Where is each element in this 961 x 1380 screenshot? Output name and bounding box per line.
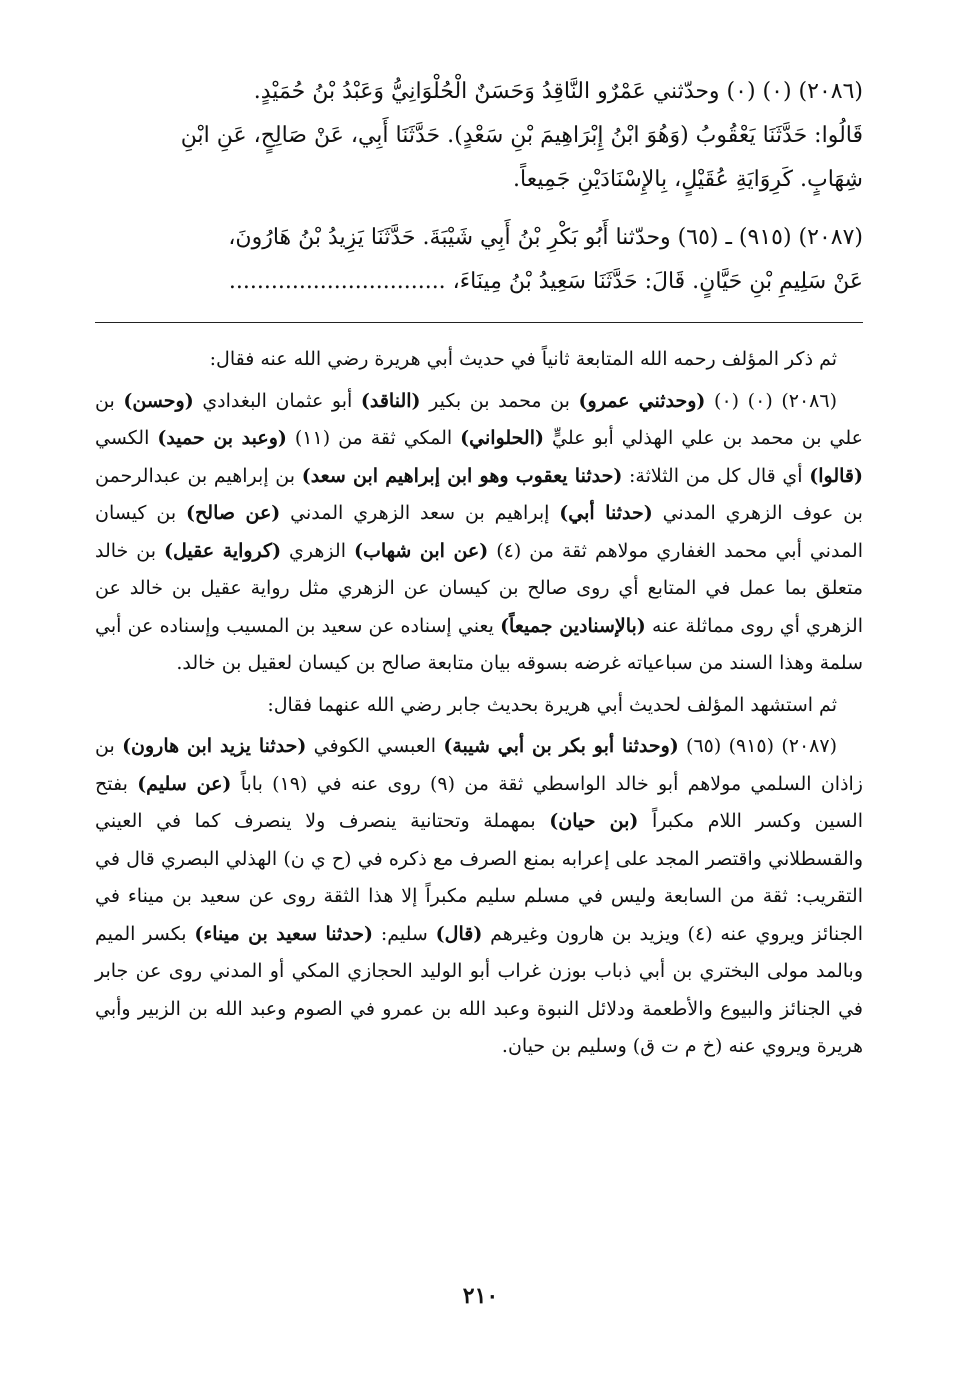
commentary-text: بمهملة وتحتانية ينصرف ولا ينصرف كما في العيني والقسطلاني واقتصر المجد على إعرابه بمنع الصرف مع ذكره في (ح ي ن) الهذلي البصري قال في التقريب: ثقة من السابعة وليس في مسلم سليم مكبراً إلا هذا الثقة روى عن سعيد بن ميناء في الجنائز ويروي عنه (٤) ويزيد بن هارون وغيرهم bbox=[95, 810, 863, 945]
commentary-text: أي قال كل من الثلاثة: bbox=[622, 464, 810, 487]
commentary-paragraph-2086 bbox=[95, 383, 863, 683]
commentary-text: المكي ثقة من (١١) bbox=[286, 427, 461, 449]
bold-citation: (قال) bbox=[435, 922, 483, 945]
bold-citation: (وحسن) bbox=[123, 389, 194, 412]
bold-citation: (حدثنا يزيد ابن هارون) bbox=[122, 735, 307, 757]
bold-citation: (حدثنا يعقوب وهو ابن إبراهيم ابن سعد) bbox=[301, 464, 623, 487]
hadith-2087 bbox=[95, 216, 863, 304]
page-number: ٢١٠ bbox=[462, 1283, 499, 1309]
commentary-text: بن خالد متعلق بما عمل في المتابع أي روى صالح بن كيسان عن الزهري مثل رواية عقيل بن خالد عن الزهري أي روى مماثلة عنه bbox=[95, 539, 863, 637]
commentary-text: أبو عثمان البغدادي bbox=[193, 389, 361, 412]
commentary-intro: ثم ذكر المؤلف رحمه الله المتابعة ثانياً في حديث أبي هريرة رضي الله عنه فقال: bbox=[209, 348, 837, 370]
book-page bbox=[95, 70, 863, 1070]
commentary-text: بكسر الميم وبالمد مولى البختري بن أبي ذباب بوزن غراب أبو الوليد الحجازي المكي أو المدني روى عن جابر في الجنائز والبيوع والأطعمة ودلائل النبوة وعبد الله بن عمرو في الصوم وعبد الله بن الزبير وأبي هريرة ويروي عنه (خ م ت ق) وسليم بن حيان. bbox=[95, 922, 863, 1057]
bold-citation: (بالإسنادين جميعاً) bbox=[500, 614, 646, 637]
hadith-text bbox=[95, 70, 863, 304]
commentary-text: بن إبراهيم بن عبدالرحمن بن عوف الزهري المدني bbox=[95, 464, 863, 524]
commentary-text: (٢٠٨٦) (٠) (٠) bbox=[705, 389, 837, 412]
commentary bbox=[95, 341, 863, 1066]
commentary-text: يعني إسناده عن سعيد بن المسيب وإسناده عن أبي سلمة وهذا السند من سباعياته غرضه بسوقه بيان متابعة صالح بن كيسان لعقيل بن خالد. bbox=[95, 614, 863, 674]
bold-citation: (قالوا) bbox=[809, 464, 863, 487]
bold-citation: (وحدثنا أبو بكر بن أبي شيبة) bbox=[443, 735, 679, 757]
commentary-text: بفتح السين وكسر اللام مكبراً bbox=[95, 772, 863, 832]
hadith-line: (٢٠٨٦) (٠) (٠) وحدّثني عَمْرٌو النَّاقِدُ وَحَسَنٌ الْحُلْوَانِيُّ وَعَبْدُ بْنُ حُمَيْدٍ. bbox=[253, 79, 863, 104]
bold-citation: (وعبد بن حميد) bbox=[157, 427, 287, 449]
commentary-text: سليم: bbox=[372, 922, 436, 945]
hadith-line: (٢٠٨٧) (٩١٥) ـ (٦٥) وحدّثنا أَبُو بَكْرِ بْنُ أَبِي شَيْبَةَ. حَدَّثَنَا يَزِيدُ بْنُ هَارُونَ، bbox=[228, 225, 863, 250]
section-divider bbox=[95, 322, 863, 323]
commentary-text: بن علي بن محمد بن علي الهذلي أبو عليٍّ bbox=[95, 389, 864, 449]
commentary-text: (٢٠٨٧) (٩١٥) (٦٥) bbox=[678, 735, 838, 757]
bold-citation: (عن ابن شهاب) bbox=[353, 539, 489, 562]
bold-citation: (عن صالح) bbox=[186, 502, 281, 524]
commentary-text: بن محمد بن بكير bbox=[420, 389, 579, 412]
bold-citation: (حدثنا سعيد بن ميناء) bbox=[194, 922, 373, 945]
commentary-paragraph-2087 bbox=[95, 728, 863, 1066]
commentary-text: العبسي الكوفي bbox=[306, 735, 444, 757]
bold-citation: (بن حيان) bbox=[549, 810, 639, 832]
commentary-text: بن زاذان السلمي مولاهم أبو خالد الواسطي ثقة من (٩) روى عنه في (١٩) باباً bbox=[95, 735, 863, 795]
commentary-intro: ثم استشهد المؤلف لحديث أبي هريرة بحديث جابر رضي الله عنهما فقال: bbox=[267, 693, 837, 716]
hadith-line: قَالُوا: حَدَّثَنَا يَعْقُوبُ (وَهُوَ ابْنُ إِبْرَاهِيمَ بْنِ سَعْدٍ). حَدَّثَنَا أَبِي، عَنْ صَالِحٍ، عَنِ ابْنِ bbox=[180, 123, 863, 148]
bold-citation: (وحدثني عمرو) bbox=[578, 389, 706, 412]
hadith-line: شِهَابٍ. كَرِوَايَةِ عُقَيْلٍ، بِالإِسْنَادَيْنِ جَمِيعاً. bbox=[513, 167, 863, 192]
hadith-line: عَنْ سَلِيمِ بْنِ حَيَّانٍ. قَالَ: حَدَّثَنَا سَعِيدُ بْنُ مِينَاءَ، ............................... bbox=[228, 269, 863, 294]
commentary-text: بن كيسان المدني أبي محمد الغفاري مولاهم ثقة من (٤) bbox=[95, 502, 863, 562]
commentary-text: الكسي bbox=[95, 427, 158, 449]
bold-citation: (الناقد) bbox=[360, 389, 421, 412]
bold-citation: (كرواية عقيل) bbox=[164, 539, 282, 562]
commentary-text: إبراهيم بن سعد الزهري المدني bbox=[280, 502, 560, 524]
hadith-2086 bbox=[95, 70, 863, 202]
bold-citation: (الحلواني) bbox=[460, 427, 544, 449]
bold-citation: (حدثنا أبي) bbox=[559, 502, 653, 524]
commentary-text: الزهري bbox=[281, 539, 354, 562]
bold-citation: (عن سليم) bbox=[137, 772, 232, 795]
